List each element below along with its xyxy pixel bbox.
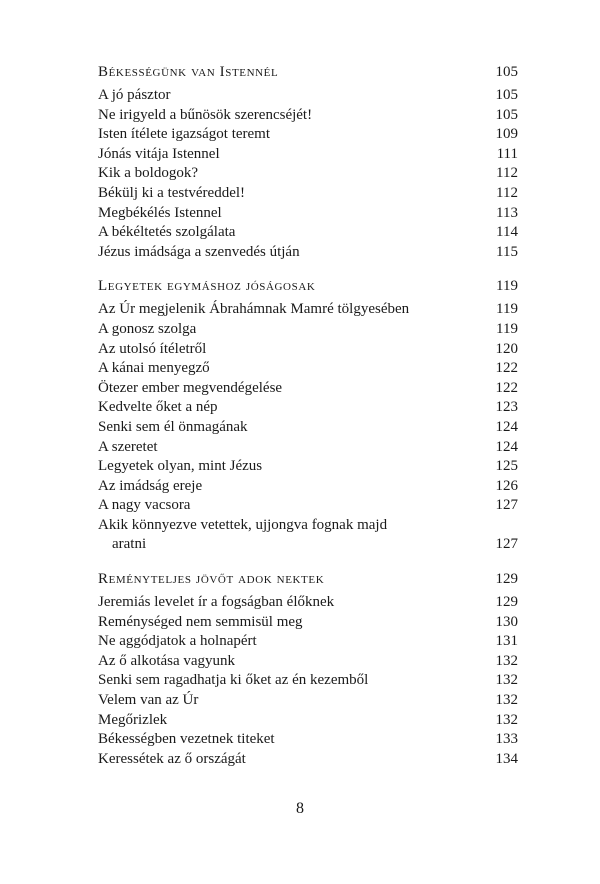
entry-page-number: 132 <box>495 652 518 669</box>
entry-page-number: 125 <box>495 458 518 475</box>
entry-title: Senki sem ragadhatja ki őket az én kezemből <box>98 672 369 689</box>
entry-title: Ne irigyeld a bűnösök szerencséjét! <box>98 106 313 123</box>
entry-page-number: 111 <box>496 145 518 162</box>
toc-entry <box>98 671 518 691</box>
entry-page-number: 127 <box>495 536 518 553</box>
entry-page-number: 120 <box>495 340 518 357</box>
entry-title: A szeretet <box>98 438 158 455</box>
toc-entry <box>98 243 518 263</box>
entry-title-continuation: aratni <box>112 536 147 553</box>
entry-page-number: 112 <box>496 184 518 201</box>
section-title: Békességünk van Istennél <box>98 64 279 80</box>
entry-page-number: 105 <box>495 87 518 103</box>
toc-entry <box>98 340 518 360</box>
entry-page-number: 132 <box>495 672 518 689</box>
entry-page-number: 131 <box>495 633 518 650</box>
entry-page-number: 115 <box>496 243 518 260</box>
entry-title: Reménységed nem semmisül meg <box>98 613 303 630</box>
toc-section <box>98 569 518 769</box>
toc-entry <box>98 652 518 672</box>
toc-entry <box>98 516 518 555</box>
toc-entry <box>98 300 518 320</box>
toc-entry <box>98 632 518 652</box>
entry-page-number: 124 <box>495 438 518 455</box>
section-heading <box>98 276 518 296</box>
toc-entry <box>98 125 518 145</box>
toc-entry <box>98 86 518 106</box>
toc-entry <box>98 184 518 204</box>
entry-page-number: 122 <box>495 379 518 396</box>
section-page-number: 119 <box>496 278 518 295</box>
entry-title: Az ő alkotása vagyunk <box>98 652 236 669</box>
entry-page-number: 119 <box>496 320 518 337</box>
toc-entry <box>98 750 518 770</box>
toc-entry <box>98 379 518 399</box>
toc-entry <box>98 418 518 438</box>
entry-title: Kik a boldogok? <box>98 165 198 182</box>
entry-title: Az imádság ereje <box>98 477 203 494</box>
entry-title: Békülj ki a testvéreddel! <box>98 184 246 201</box>
table-of-contents <box>98 62 518 783</box>
section-page-number: 105 <box>495 64 518 80</box>
toc-entry <box>98 730 518 750</box>
entry-title: Az Úr megjelenik Ábrahámnak Mamré tölgyesében <box>98 301 410 318</box>
toc-entry <box>98 711 518 731</box>
entry-page-number: 109 <box>495 126 518 143</box>
entry-title: Kedvelte őket a nép <box>98 399 218 416</box>
entry-title: Isten ítélete igazságot teremt <box>98 126 271 143</box>
entry-page-number: 114 <box>496 224 518 241</box>
entry-title: A békéltetés szolgálata <box>98 224 236 241</box>
toc-entry <box>98 145 518 165</box>
toc-entry <box>98 477 518 497</box>
toc-entry <box>98 106 518 126</box>
entry-page-number: 134 <box>495 750 518 767</box>
entry-title: A kánai menyegző <box>98 360 210 377</box>
entry-page-number: 105 <box>495 106 518 123</box>
toc-entry <box>98 593 518 613</box>
entry-page-number: 123 <box>495 399 518 416</box>
page-number: 8 <box>296 800 304 817</box>
toc-entry <box>98 457 518 477</box>
section-page-number: 129 <box>495 571 518 588</box>
entry-title: Legyetek olyan, mint Jézus <box>98 458 263 475</box>
entry-title: A nagy vacsora <box>98 497 191 514</box>
toc-entry <box>98 438 518 458</box>
entry-title: Keressétek az ő országát <box>98 750 246 767</box>
entry-title: Megbékélés Istennel <box>98 204 222 221</box>
entry-page-number: 119 <box>496 301 518 318</box>
entry-page-number: 112 <box>496 165 518 182</box>
entry-title: A gonosz szolga <box>98 320 197 337</box>
toc-entry <box>98 204 518 224</box>
entry-page-number: 132 <box>495 711 518 728</box>
section-heading <box>98 62 518 82</box>
toc-entry <box>98 613 518 633</box>
toc-entry <box>98 691 518 711</box>
toc-entry <box>98 223 518 243</box>
toc-entry <box>98 398 518 418</box>
entry-title: Ötezer ember megvendégelése <box>98 379 283 396</box>
entry-page-number: 130 <box>495 613 518 630</box>
section-title: Legyetek egymáshoz jóságosak <box>98 278 316 295</box>
entry-page-number: 113 <box>496 204 518 221</box>
entry-title: A jó pásztor <box>98 87 171 103</box>
entry-title-wrapped <box>98 516 496 555</box>
entry-page-number: 129 <box>495 594 518 611</box>
entry-title: Akik könnyezve vetettek, ujjongva fognak majd <box>98 516 388 533</box>
entry-page-number: 133 <box>495 731 518 748</box>
toc-entry <box>98 164 518 184</box>
entry-title: Velem van az Úr <box>98 692 199 709</box>
entry-page-number: 126 <box>495 477 518 494</box>
toc-section <box>98 276 518 555</box>
entry-title: Az utolsó ítéletről <box>98 340 207 357</box>
entry-title: Jónás vitája Istennel <box>98 145 220 162</box>
section-heading <box>98 569 518 589</box>
toc-entry <box>98 359 518 379</box>
entry-page-number: 124 <box>495 418 518 435</box>
section-title: Reményteljes jövőt adok nektek <box>98 571 325 588</box>
entry-title: Jézus imádsága a szenvedés útján <box>98 243 300 260</box>
entry-title: Békességben vezetnek titeket <box>98 731 275 748</box>
toc-section <box>98 62 518 262</box>
entry-page-number: 122 <box>495 360 518 377</box>
entry-page-number: 132 <box>495 692 518 709</box>
toc-entry <box>98 496 518 516</box>
entry-title: Senki sem él önmagának <box>98 418 248 435</box>
entry-title: Ne aggódjatok a holnapért <box>98 633 257 650</box>
entry-page-number: 127 <box>495 497 518 514</box>
toc-entry <box>98 320 518 340</box>
entry-title: Megőrizlek <box>98 711 168 728</box>
entry-title: Jeremiás levelet ír a fogságban élőknek <box>98 594 335 611</box>
